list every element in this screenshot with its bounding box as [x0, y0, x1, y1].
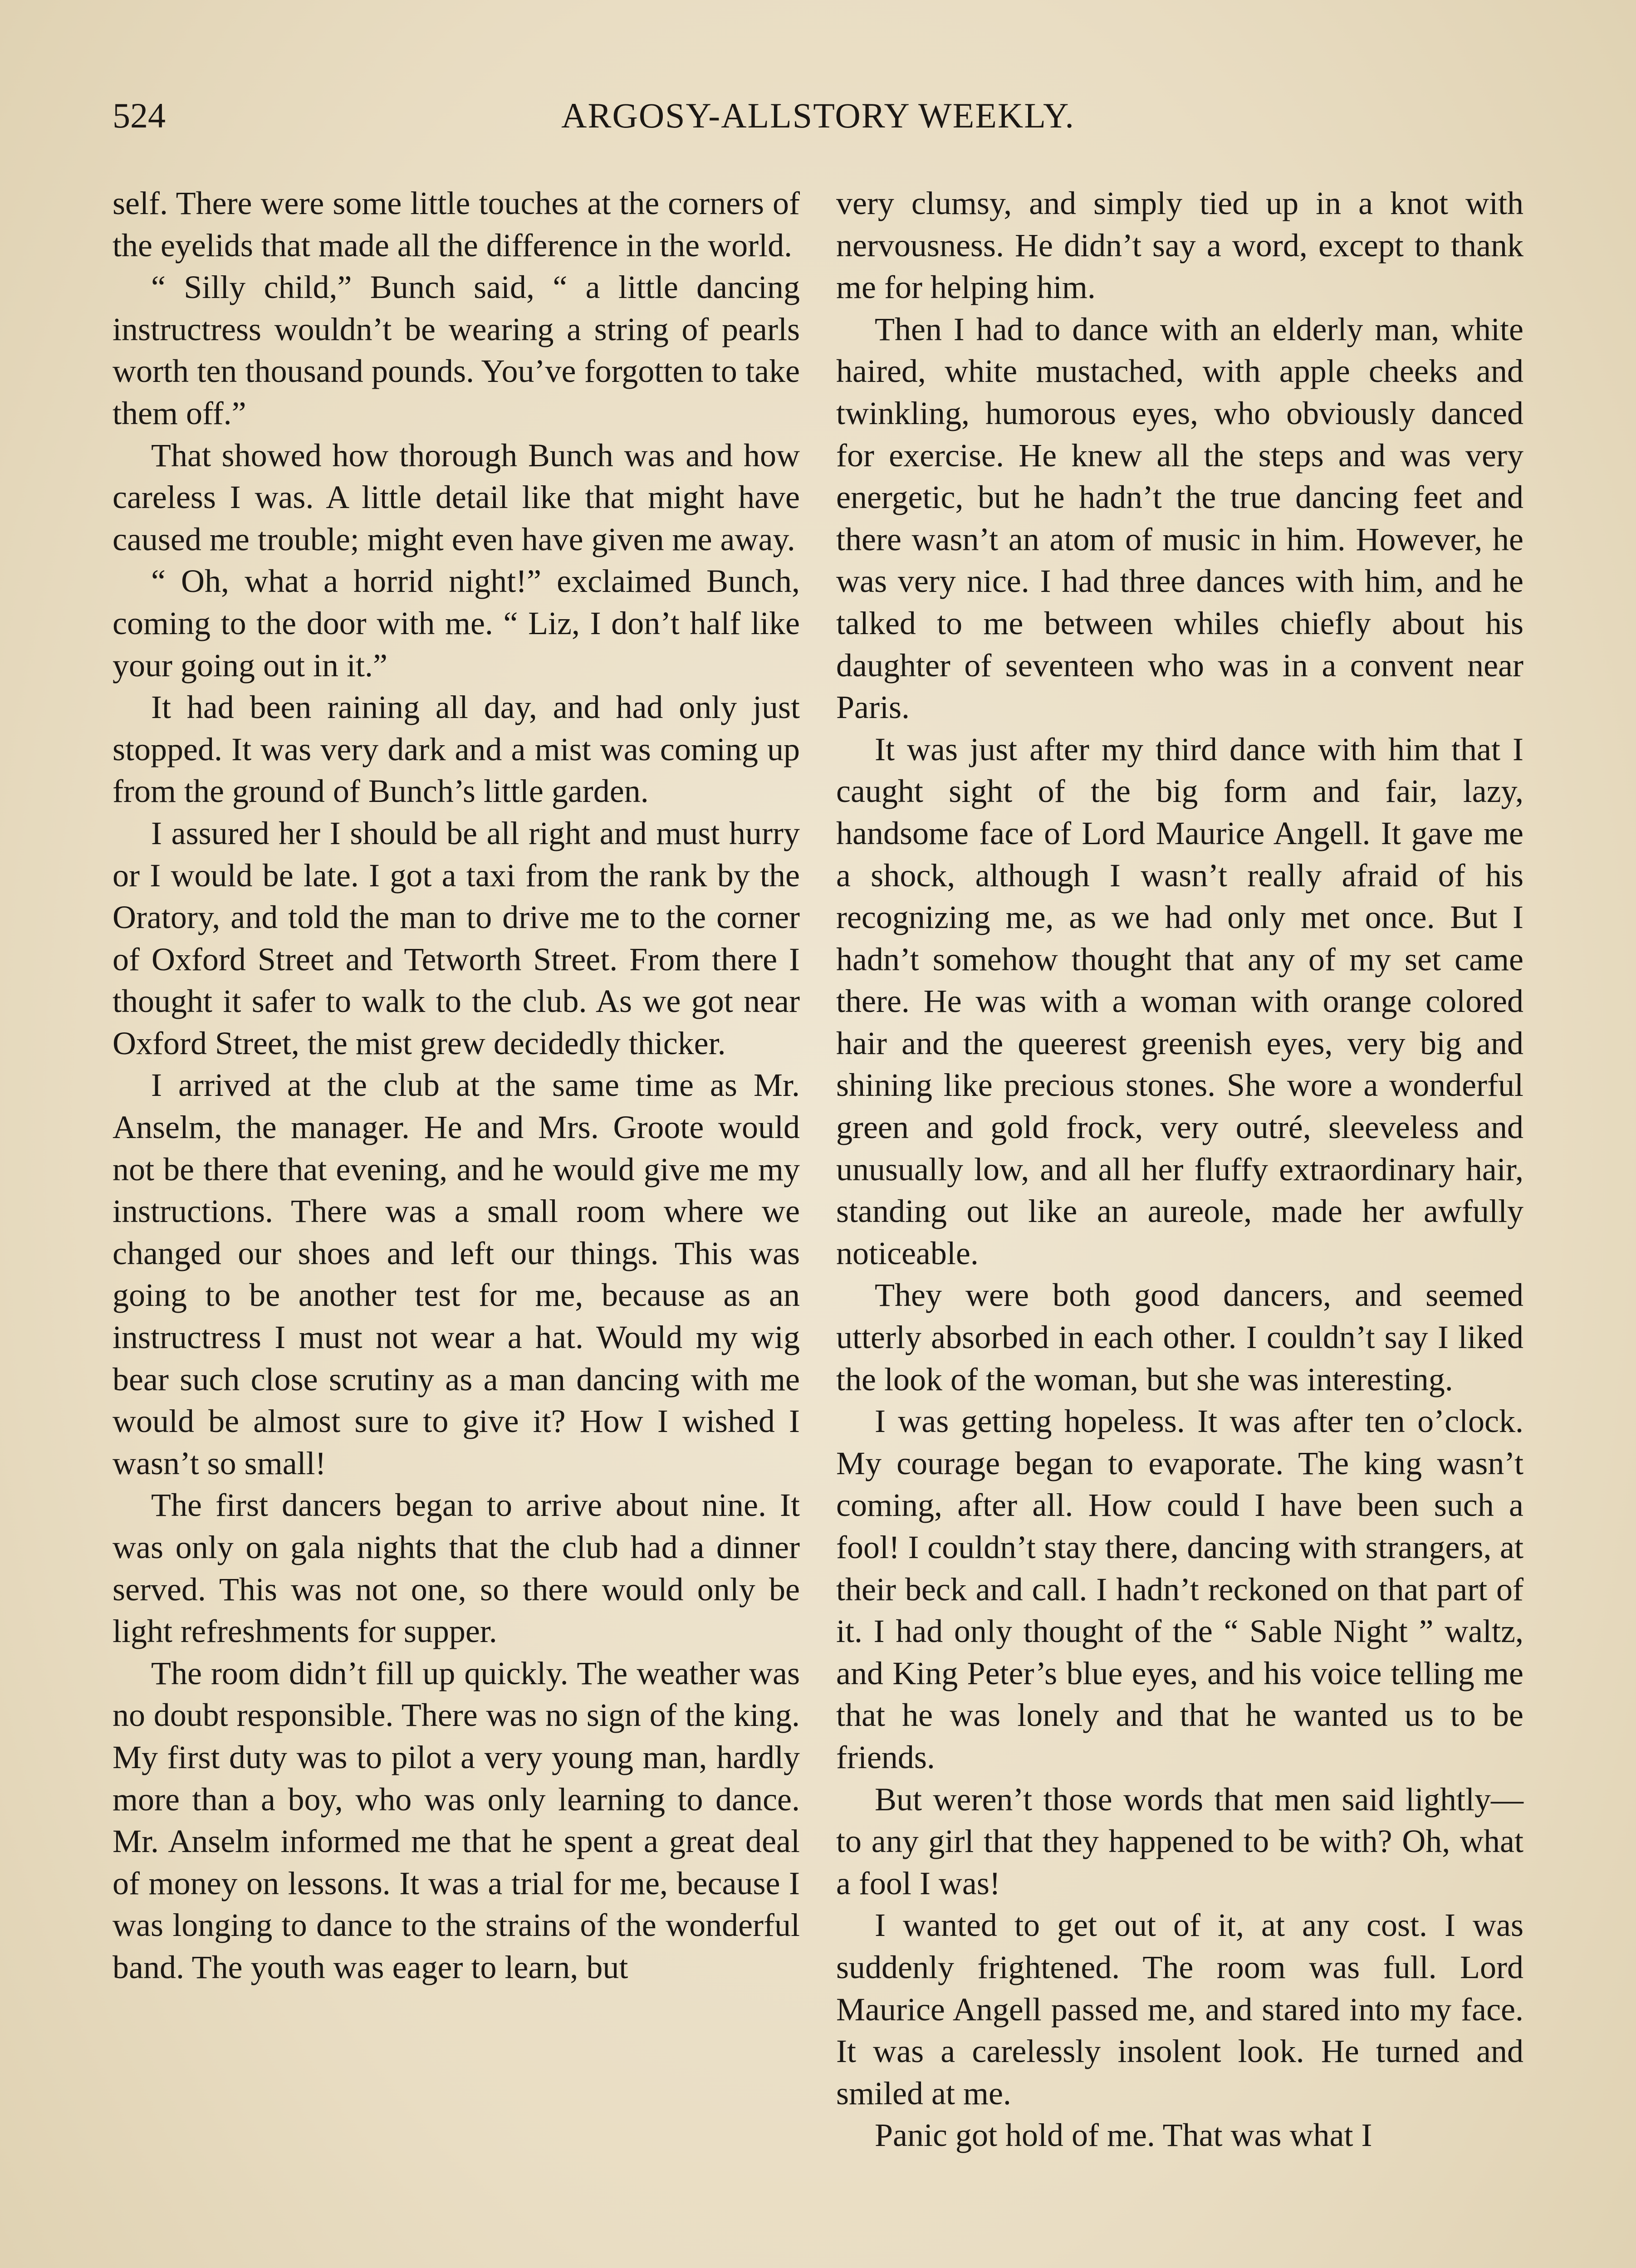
paragraph: It was just after my third dance with him that I caught sight of the big form and fair, lazy, handsome face of Lord Maurice Angell. It gave me a shock, although I wasn’t really afraid of his recognizing me, as we had only met once. But I hadn’t somehow thought that any of my set came there. He was with a woman with orange colored hair and the queerest greenish eyes, very big and shining like precious stones. She wore a wonderful green and gold frock, very outré, sleeveless and unusually low, and all her fluffy extraordinary hair, standing out like an aureole, made her awfully noticeable.: [836, 731, 1523, 1271]
paragraph: But weren’t those words that men said lightly—to any girl that they happened to be with? Oh, what a fool I was!: [836, 1781, 1523, 1901]
paragraph: It had been raining all day, and had only just stopped. It was very dark and a mist was coming up from the ground of Bunch’s little garden.: [113, 689, 800, 810]
paragraph: “ Silly child,” Bunch said, “ a little dancing instructress wouldn’t be wearing a string of pearls worth ten thousand pounds. You’ve forgotten to take them off.”: [113, 269, 800, 431]
page-header: [113, 91, 1523, 141]
paragraph: I assured her I should be all right and must hurry or I would be late. I got a taxi from the rank by the Oratory, and told the man to drive me to the corner of Oxford Street and Tetworth Street. From there I thought it safer to walk to the club. As we got near Oxford Street, the mist grew decidedly thicker.: [113, 815, 800, 1061]
left-column: [113, 182, 800, 1989]
paragraph: self. There were some little touches at the corners of the eyelids that made all the difference in the world.: [113, 185, 800, 264]
paragraph: The room didn’t fill up quickly. The weather was no doubt responsible. There was no sign of the king. My first duty was to pilot a very young man, hardly more than a boy, who was only learning to dance. Mr. Anselm informed me that he spent a great deal of money on lessons. It was a trial for me, because I was longing to dance to the strains of the wonderful band. The youth was eager to learn, but: [113, 1655, 800, 1985]
running-title: ARGOSY-ALLSTORY WEEKLY.: [561, 96, 1075, 135]
paragraph: “ Oh, what a horrid night!” exclaimed Bunch, coming to the door with me. “ Liz, I don’t half like your going out in it.”: [113, 563, 800, 684]
paragraph: I arrived at the club at the same time as Mr. Anselm, the manager. He and Mrs. Groote would not be there that evening, and he would give me my instructions. There was a small room where we changed our shoes and left our things. This was going to be another test for me, because as an instructress I must not wear a hat. Would my wig bear such close scrutiny as a man dancing with me would be almost sure to give it? How I wished I wasn’t so small!: [113, 1067, 800, 1481]
paragraph: Panic got hold of me. That was what I: [875, 2117, 1372, 2154]
paragraph: The first dancers began to arrive about nine. It was only on gala nights that the club had a dinner served. This was not one, so there would only be light refreshments for supper.: [113, 1487, 800, 1650]
paragraph: I wanted to get out of it, at any cost. I was suddenly frightened. The room was full. Lord Maurice Angell passed me, and stared into my face. It was a carelessly insolent look. He turned and smiled at me.: [836, 1907, 1523, 2112]
page-number: 524: [113, 96, 166, 135]
paragraph: very clumsy, and simply tied up in a knot with nervousness. He didn’t say a word, except to thank me for helping him.: [836, 185, 1523, 306]
right-column: [836, 182, 1523, 2156]
paragraph: Then I had to dance with an elderly man, white haired, white mustached, with apple cheeks and twinkling, humorous eyes, who obviously danced for exercise. He knew all the steps and was very energetic, but he hadn’t the true dancing feet and there wasn’t an atom of music in him. However, he was very nice. I had three dances with him, and he talked to me between whiles chiefly about his daughter of seventeen who was in a convent near Paris.: [836, 311, 1523, 726]
paragraph: That showed how thorough Bunch was and how careless I was. A little detail like that might have caused me trouble; might even have given me away.: [113, 437, 800, 557]
paragraph: They were both good dancers, and seemed utterly absorbed in each other. I couldn’t say I liked the look of the woman, but she was interesting.: [836, 1277, 1523, 1398]
paragraph: I was getting hopeless. It was after ten o’clock. My courage began to evaporate. The king wasn’t coming, after all. How could I have been such a fool! I couldn’t stay there, dancing with strangers, at their beck and call. I hadn’t reckoned on that part of it. I had only thought of the “ Sable Night ” waltz, and King Peter’s blue eyes, and his voice telling me that he was lonely and that he wanted us to be friends.: [836, 1403, 1523, 1775]
